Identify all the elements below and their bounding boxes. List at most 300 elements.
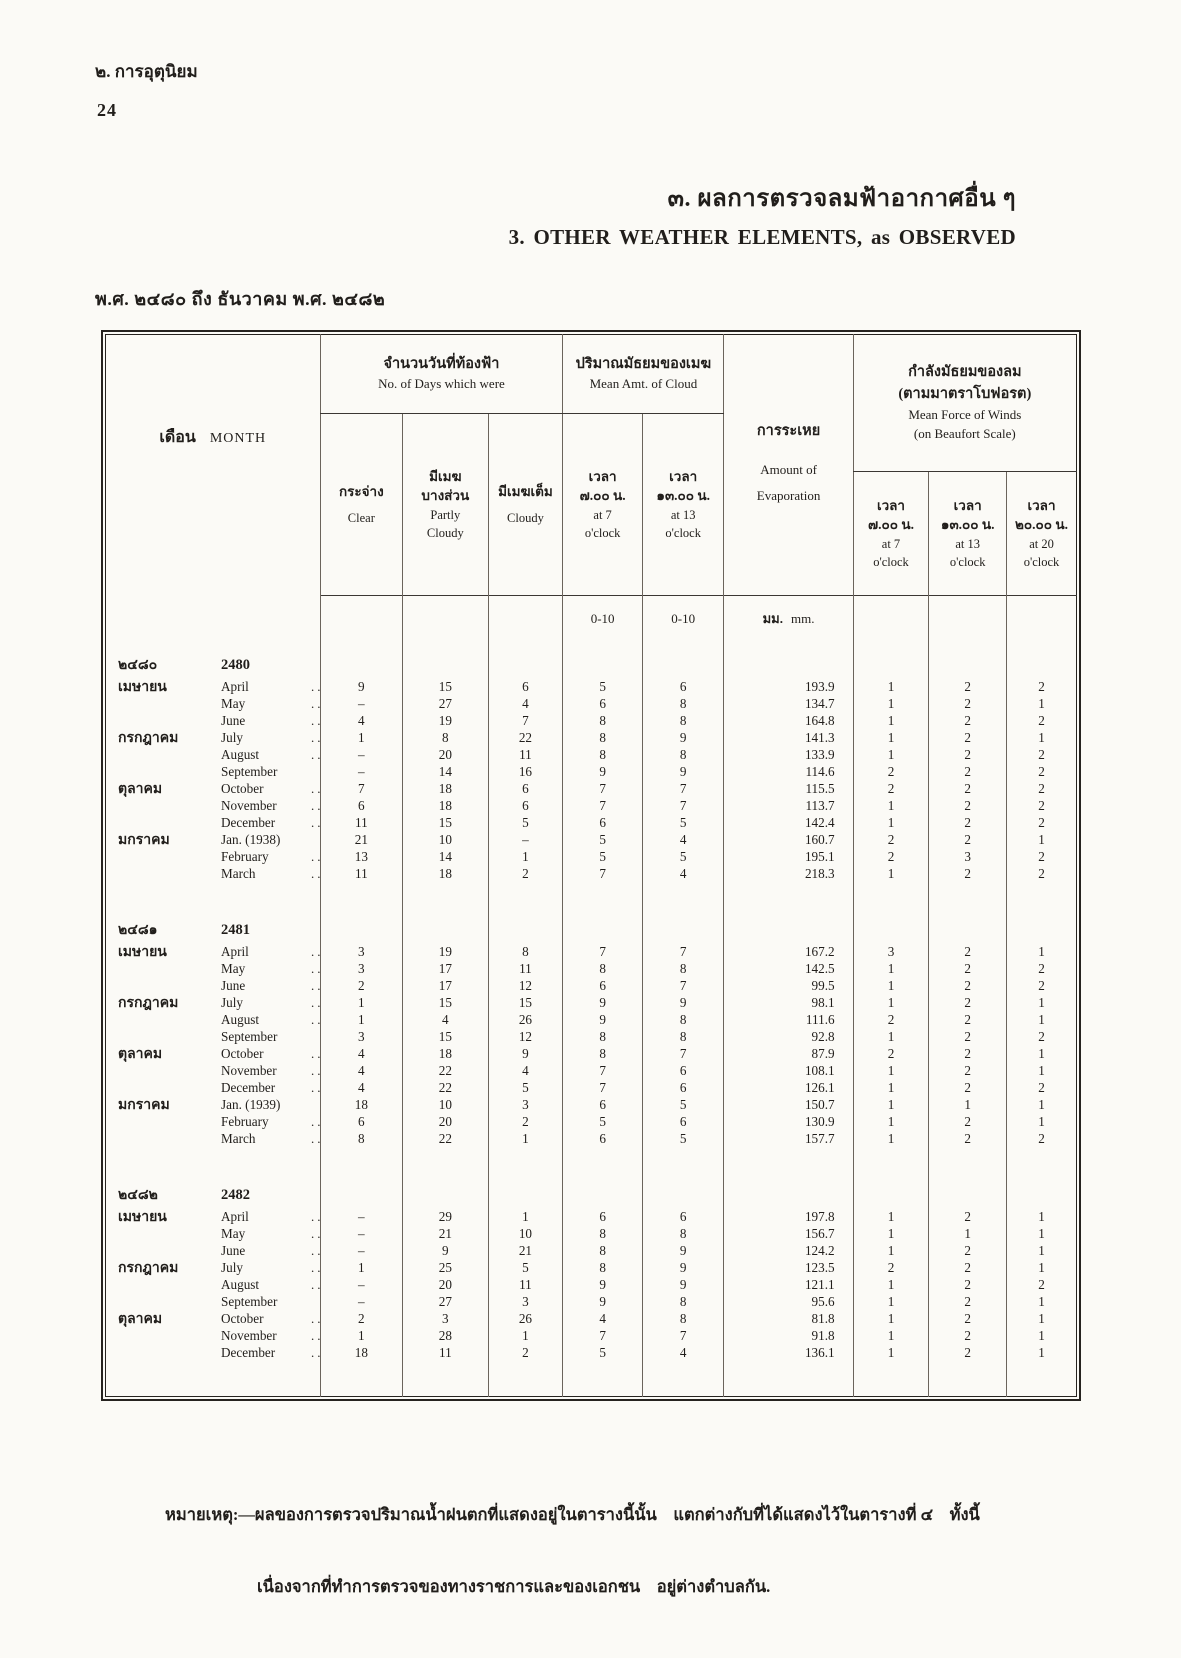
month-english: November <box>221 1063 277 1078</box>
cell-wind-at20: 2 <box>1007 961 1077 978</box>
month-dots: .. <box>311 1226 324 1241</box>
cell-wind-at13: 2 <box>929 1080 1007 1097</box>
cell-clear: 21 <box>320 832 403 849</box>
cell-cloud-at7: 5 <box>563 832 643 849</box>
month-english: May <box>221 1226 246 1241</box>
cell-clear: 4 <box>320 1063 403 1080</box>
cell-cloudy: 1 <box>488 849 563 866</box>
cell-wind-at20: 2 <box>1007 1029 1077 1046</box>
cell-evaporation: 113.7 <box>724 798 853 815</box>
month-dots: .. <box>311 1131 324 1146</box>
cell-wind-at20: 1 <box>1007 1226 1077 1243</box>
cell-clear: 9 <box>320 679 403 696</box>
cell-cloud-at7: 8 <box>563 1260 643 1277</box>
wind-at13-column-header: เวลา ๑๓.๐๐ น. at 13 o'clock <box>929 472 1007 596</box>
cell-wind-at7: 1 <box>853 1277 929 1294</box>
cell-evaporation: 130.9 <box>724 1114 853 1131</box>
cell-evaporation: 157.7 <box>724 1131 853 1148</box>
cell-clear: 7 <box>320 781 403 798</box>
cell-cloud-at13: 7 <box>642 944 724 961</box>
cell-partly-cloudy: 27 <box>403 696 488 713</box>
month-thai: มกราคม <box>118 1097 170 1113</box>
month-thai: กรกฎาคม <box>118 730 179 746</box>
cell-partly-cloudy: 22 <box>403 1063 488 1080</box>
cell-evaporation: 121.1 <box>724 1277 853 1294</box>
cell-cloudy: 2 <box>488 1114 563 1131</box>
table-row <box>106 849 1077 866</box>
cell-partly-cloudy: 29 <box>403 1209 488 1226</box>
cell-month <box>106 866 324 883</box>
cell-cloud-at7: 7 <box>563 1080 643 1097</box>
cell-cloudy: 16 <box>488 764 563 781</box>
cell-month <box>106 849 324 866</box>
cloudy-column-header: มีเมฆเต็ม Cloudy <box>488 414 563 596</box>
cell-wind-at13: 2 <box>929 1209 1007 1226</box>
year-western: 2480 <box>221 656 250 673</box>
cell-partly-cloudy: 17 <box>403 978 488 995</box>
units-month-cell <box>106 596 321 642</box>
month-dots: .. <box>311 696 324 711</box>
month-english: February <box>221 849 269 864</box>
cell-clear: 1 <box>320 1260 403 1277</box>
month-dots: .. <box>311 798 324 813</box>
cell-wind-at7: 1 <box>853 961 929 978</box>
cell-cloud-at7: 8 <box>563 1243 643 1260</box>
cell-cloudy: 10 <box>488 1226 563 1243</box>
month-dots: .. <box>311 1045 324 1061</box>
cell-month <box>106 1097 321 1114</box>
cell-wind-at20: 2 <box>1007 866 1077 883</box>
cell-wind-at13: 2 <box>929 764 1007 781</box>
cell-wind-at20: 2 <box>1007 1131 1077 1148</box>
cell-partly-cloudy: 20 <box>403 1114 488 1131</box>
table-row <box>106 1226 1077 1243</box>
cell-wind-at13: 2 <box>929 866 1007 883</box>
cell-month <box>106 832 321 849</box>
cell-cloud-at13: 9 <box>642 764 724 781</box>
cell-cloudy: 11 <box>488 747 563 764</box>
cell-wind-at20: 1 <box>1007 1046 1077 1063</box>
cell-partly-cloudy: 21 <box>403 1226 488 1243</box>
cell-month <box>106 729 324 747</box>
table-row <box>106 747 1077 764</box>
cell-evaporation: 141.3 <box>724 730 853 747</box>
cell-evaporation: 193.9 <box>724 679 853 696</box>
month-header-english: MONTH <box>209 431 267 447</box>
evaporation-header <box>724 335 853 596</box>
month-english: August <box>221 747 260 762</box>
cell-wind-at7: 1 <box>853 978 929 995</box>
cell-wind-at20: 1 <box>1007 944 1077 961</box>
cell-cloudy: 5 <box>488 1080 563 1097</box>
month-english: September <box>221 764 278 779</box>
cell-cloudy: 26 <box>488 1311 563 1328</box>
cell-evaporation: 167.2 <box>724 944 853 961</box>
month-dots: .. <box>311 678 324 694</box>
page-title-english: 3. OTHER WEATHER ELEMENTS, as OBSERVED <box>508 225 1016 249</box>
table-row <box>106 781 1077 798</box>
month-english: September <box>221 1294 278 1309</box>
days-group-header <box>320 335 563 414</box>
cell-cloudy: 6 <box>488 781 563 798</box>
month-dots: .. <box>311 1345 324 1360</box>
cell-cloudy: 12 <box>488 1029 563 1046</box>
cell-wind-at7: 1 <box>853 1114 929 1131</box>
month-dots: .. <box>311 994 324 1010</box>
cell-cloud-at7: 9 <box>563 764 643 781</box>
month-english: April <box>221 943 249 959</box>
cell-cloud-at7: 8 <box>563 713 643 730</box>
month-english: October <box>221 1045 264 1061</box>
month-english: September <box>221 1029 278 1044</box>
cell-month <box>106 815 324 832</box>
cell-wind-at20: 1 <box>1007 1114 1077 1131</box>
cell-clear: 2 <box>320 978 403 995</box>
cell-clear: 18 <box>320 1097 403 1114</box>
month-english: April <box>221 678 249 694</box>
cell-cloudy: 21 <box>488 1243 563 1260</box>
month-dots: .. <box>311 943 324 959</box>
cell-wind-at20: 2 <box>1007 815 1077 832</box>
cell-partly-cloudy: 18 <box>403 798 488 815</box>
cell-wind-at20: 1 <box>1007 1294 1077 1311</box>
year-western: 2482 <box>221 1186 250 1203</box>
cell-month <box>106 1029 321 1046</box>
month-thai: กรกฎาคม <box>118 1260 179 1276</box>
cell-cloudy: 5 <box>488 815 563 832</box>
table-row <box>106 1260 1077 1277</box>
cell-partly-cloudy: 18 <box>403 781 488 798</box>
cell-cloud-at13: 7 <box>642 978 724 995</box>
cell-partly-cloudy: 15 <box>403 815 488 832</box>
cell-clear: 6 <box>320 1114 403 1131</box>
cell-clear: 18 <box>320 1345 403 1362</box>
month-header-thai: เดือน <box>159 429 196 447</box>
footnote <box>165 1462 1085 1620</box>
month-english: October <box>221 1310 264 1326</box>
month-english: December <box>221 1345 276 1360</box>
month-dots: .. <box>311 866 324 881</box>
cell-evaporation: 218.3 <box>724 866 853 883</box>
period-subtitle: พ.ศ. ๒๔๘๐ ถึง ธันวาคม พ.ศ. ๒๔๘๒ <box>95 289 386 309</box>
cell-wind-at13: 2 <box>929 995 1007 1012</box>
cell-cloudy: 8 <box>488 944 563 961</box>
page-title-thai: ๓. ผลการตรวจลมฟ้าอากาศอื่น ๆ <box>667 186 1016 212</box>
cell-cloud-at7: 7 <box>563 798 643 815</box>
month-english: November <box>221 798 277 813</box>
cell-wind-at20: 2 <box>1007 1080 1077 1097</box>
cell-evaporation: 124.2 <box>724 1243 853 1260</box>
month-english: December <box>221 815 276 830</box>
cell-wind-at7: 1 <box>853 1226 929 1243</box>
month-english: October <box>221 780 264 796</box>
cell-month <box>106 713 324 730</box>
table-row <box>106 1046 1077 1063</box>
table-row <box>106 1063 1077 1080</box>
cell-cloudy: 1 <box>488 1209 563 1226</box>
cell-partly-cloudy: 4 <box>403 1012 488 1029</box>
month-dots: .. <box>311 1243 324 1258</box>
year-heading-row <box>106 642 1077 679</box>
month-column-header <box>106 335 321 596</box>
cell-cloud-at13: 7 <box>642 798 724 815</box>
table-row <box>106 696 1077 713</box>
month-dots: .. <box>311 1080 324 1095</box>
cell-evaporation: 91.8 <box>724 1328 853 1345</box>
cell-wind-at7: 2 <box>853 764 929 781</box>
cell-clear: 13 <box>320 849 403 866</box>
page-number: 24 <box>97 100 117 120</box>
cell-partly-cloudy: 15 <box>403 1029 488 1046</box>
cell-cloud-at13: 8 <box>642 1226 724 1243</box>
wind-group-thai-1: กำลังมัธยมของลม <box>908 364 1022 381</box>
cell-cloud-at13: 5 <box>642 815 724 832</box>
cell-partly-cloudy: 27 <box>403 1294 488 1311</box>
cell-evaporation: 150.7 <box>724 1097 853 1114</box>
cell-wind-at7: 1 <box>853 730 929 747</box>
month-dots: .. <box>311 1012 324 1027</box>
footnote-line-2: เนื่องจากที่ทำการตรวจของทางราชการและของเอกชน อยู่ต่างตำบลกัน. <box>257 1577 771 1596</box>
month-thai: กรกฎาคม <box>118 995 179 1011</box>
year-cell <box>106 883 321 944</box>
cell-wind-at13: 2 <box>929 1294 1007 1311</box>
table-row <box>106 713 1077 730</box>
cell-cloud-at13: 9 <box>642 1243 724 1260</box>
year-heading-row <box>106 883 1077 944</box>
cell-evaporation: 98.1 <box>724 995 853 1012</box>
evaporation-unit-english: mm. <box>791 611 815 627</box>
cell-cloud-at7: 5 <box>563 1345 643 1362</box>
cell-cloud-at7: 8 <box>563 730 643 747</box>
cell-partly-cloudy: 17 <box>403 961 488 978</box>
cell-partly-cloudy: 19 <box>403 944 488 961</box>
cell-cloudy: 22 <box>488 730 563 747</box>
evaporation-unit <box>724 596 853 642</box>
cell-evaporation: 81.8 <box>724 1311 853 1328</box>
month-dots: .. <box>311 1310 324 1326</box>
cell-wind-at13: 2 <box>929 1345 1007 1362</box>
cell-month <box>106 1012 324 1029</box>
table-row <box>106 1243 1077 1260</box>
cell-cloud-at7: 7 <box>563 1063 643 1080</box>
month-dots: .. <box>311 815 324 830</box>
cell-evaporation: 136.1 <box>724 1345 853 1362</box>
cell-month <box>106 798 324 815</box>
cell-clear: – <box>320 696 403 713</box>
cell-wind-at20: 2 <box>1007 798 1077 815</box>
cell-cloud-at7: 9 <box>563 995 643 1012</box>
cell-month <box>106 1045 324 1063</box>
cell-partly-cloudy: 14 <box>403 849 488 866</box>
cell-cloud-at13: 4 <box>642 1345 724 1362</box>
cell-cloud-at13: 8 <box>642 1311 724 1328</box>
cell-wind-at20: 1 <box>1007 1311 1077 1328</box>
cell-clear: 1 <box>320 995 403 1012</box>
cell-cloud-at7: 6 <box>563 978 643 995</box>
cell-cloudy: 6 <box>488 798 563 815</box>
cell-cloudy: 4 <box>488 1063 563 1080</box>
cell-wind-at20: 1 <box>1007 1063 1077 1080</box>
cell-cloud-at7: 5 <box>563 1114 643 1131</box>
table-row <box>106 1345 1077 1362</box>
cell-wind-at7: 1 <box>853 995 929 1012</box>
cell-wind-at7: 1 <box>853 1209 929 1226</box>
cell-cloudy: 11 <box>488 961 563 978</box>
cell-cloudy: – <box>488 832 563 849</box>
cell-cloud-at13: 6 <box>642 1063 724 1080</box>
table-row <box>106 764 1077 781</box>
wind-group-thai-2: (ตามมาตราโบฟอรต) <box>898 386 1032 403</box>
cell-clear: 11 <box>320 815 403 832</box>
cell-cloud-at13: 6 <box>642 679 724 696</box>
cell-clear: 6 <box>320 798 403 815</box>
cell-wind-at13: 2 <box>929 713 1007 730</box>
month-english: Jan. (1939) <box>221 1096 281 1112</box>
cell-evaporation: 115.5 <box>724 781 853 798</box>
cell-clear: 1 <box>320 730 403 747</box>
month-english: July <box>221 729 243 745</box>
month-dots: .. <box>311 747 324 762</box>
cell-cloud-at13: 8 <box>642 713 724 730</box>
cell-cloud-at13: 7 <box>642 781 724 798</box>
month-dots: .. <box>311 1114 324 1129</box>
cell-wind-at20: 1 <box>1007 1012 1077 1029</box>
cell-cloud-at7: 4 <box>563 1311 643 1328</box>
cell-clear: 1 <box>320 1328 403 1345</box>
month-english: March <box>221 866 256 881</box>
cloud-at7-column-header: เวลา ๗.๐๐ น. at 7 o'clock <box>563 414 643 596</box>
month-dots: .. <box>311 978 324 993</box>
month-english: December <box>221 1080 276 1095</box>
cell-cloudy: 9 <box>488 1046 563 1063</box>
cell-month <box>106 1345 324 1362</box>
cell-cloud-at13: 8 <box>642 1012 724 1029</box>
cell-evaporation: 99.5 <box>724 978 853 995</box>
cell-month <box>106 1080 324 1097</box>
cell-wind-at7: 2 <box>853 1012 929 1029</box>
cell-month <box>106 961 324 978</box>
month-thai: ตุลาคม <box>118 1311 163 1327</box>
cloud-group-english: Mean Amt. of Cloud <box>589 376 698 392</box>
cell-wind-at7: 1 <box>853 696 929 713</box>
table-row <box>106 1294 1077 1311</box>
cell-cloud-at7: 7 <box>563 781 643 798</box>
cell-cloud-at7: 8 <box>563 1029 643 1046</box>
cell-clear: – <box>320 747 403 764</box>
month-dots: .. <box>311 729 324 745</box>
cell-month <box>106 747 324 764</box>
cell-wind-at13: 2 <box>929 781 1007 798</box>
cell-wind-at7: 2 <box>853 781 929 798</box>
cell-wind-at13: 2 <box>929 1243 1007 1260</box>
cell-wind-at13: 2 <box>929 978 1007 995</box>
cell-evaporation: 134.7 <box>724 696 853 713</box>
cell-month <box>106 943 324 961</box>
wind-group-header <box>853 335 1076 472</box>
wind-group-english-1: Mean Force of Winds <box>908 406 1022 422</box>
cell-cloudy: 11 <box>488 1277 563 1294</box>
cell-evaporation: 164.8 <box>724 713 853 730</box>
cell-cloud-at7: 9 <box>563 1294 643 1311</box>
cell-partly-cloudy: 19 <box>403 713 488 730</box>
cell-month <box>106 1131 324 1148</box>
month-thai: มกราคม <box>118 832 170 848</box>
cell-month <box>106 1226 324 1243</box>
cell-partly-cloudy: 22 <box>403 1080 488 1097</box>
cell-cloud-at7: 8 <box>563 1226 643 1243</box>
cell-cloud-at13: 6 <box>642 1209 724 1226</box>
cell-partly-cloudy: 11 <box>403 1345 488 1362</box>
cell-cloud-at13: 8 <box>642 961 724 978</box>
cell-wind-at13: 2 <box>929 1029 1007 1046</box>
cell-wind-at20: 1 <box>1007 1345 1077 1362</box>
cell-evaporation: 87.9 <box>724 1046 853 1063</box>
cell-partly-cloudy: 22 <box>403 1131 488 1148</box>
cell-wind-at7: 1 <box>853 1345 929 1362</box>
cell-cloud-at7: 6 <box>563 1131 643 1148</box>
cell-evaporation: 123.5 <box>724 1260 853 1277</box>
cell-cloud-at7: 7 <box>563 866 643 883</box>
cell-evaporation: 160.7 <box>724 832 853 849</box>
evaporation-english-2: Evaporation <box>756 487 821 503</box>
cell-wind-at7: 1 <box>853 1097 929 1114</box>
wind-group-english-2: (on Beaufort Scale) <box>913 425 1016 441</box>
month-thai: เมษายน <box>118 1209 167 1225</box>
cell-wind-at7: 3 <box>853 944 929 961</box>
cell-evaporation: 126.1 <box>724 1080 853 1097</box>
cell-clear: – <box>320 1277 403 1294</box>
month-dots: .. <box>311 780 324 796</box>
month-english: May <box>221 961 246 976</box>
cell-clear: 11 <box>320 866 403 883</box>
cell-wind-at20: 1 <box>1007 1097 1077 1114</box>
cell-wind-at20: 2 <box>1007 679 1077 696</box>
evaporation-thai: การระเหย <box>756 423 821 440</box>
cell-wind-at20: 1 <box>1007 1209 1077 1226</box>
table-row <box>106 815 1077 832</box>
cell-cloudy: 2 <box>488 1345 563 1362</box>
month-dots: .. <box>311 849 324 864</box>
cloud-at13-unit: 0-10 <box>642 596 724 642</box>
cell-wind-at13: 1 <box>929 1097 1007 1114</box>
cell-clear: 4 <box>320 1046 403 1063</box>
cell-wind-at13: 2 <box>929 679 1007 696</box>
cell-wind-at7: 1 <box>853 815 929 832</box>
days-group-thai: จำนวนวันที่ท้องฟ้า <box>383 356 500 373</box>
table-row <box>106 1097 1077 1114</box>
weather-table-frame <box>101 330 1081 1401</box>
cell-wind-at20: 2 <box>1007 978 1077 995</box>
cell-cloud-at7: 6 <box>563 696 643 713</box>
cell-evaporation: 92.8 <box>724 1029 853 1046</box>
cell-month <box>106 1063 324 1080</box>
cell-cloud-at7: 6 <box>563 815 643 832</box>
cell-cloud-at13: 9 <box>642 995 724 1012</box>
cell-month <box>106 1328 324 1345</box>
cell-wind-at7: 1 <box>853 1294 929 1311</box>
month-english: July <box>221 1259 243 1275</box>
evaporation-unit-thai: มม. <box>762 611 783 627</box>
month-english: July <box>221 994 243 1010</box>
table-row <box>106 866 1077 883</box>
cell-wind-at7: 1 <box>853 713 929 730</box>
table-row <box>106 1311 1077 1328</box>
cell-wind-at13: 2 <box>929 832 1007 849</box>
cell-wind-at13: 2 <box>929 730 1007 747</box>
cell-cloud-at13: 8 <box>642 747 724 764</box>
cell-cloud-at13: 9 <box>642 1260 724 1277</box>
page-title-block <box>509 178 1016 250</box>
